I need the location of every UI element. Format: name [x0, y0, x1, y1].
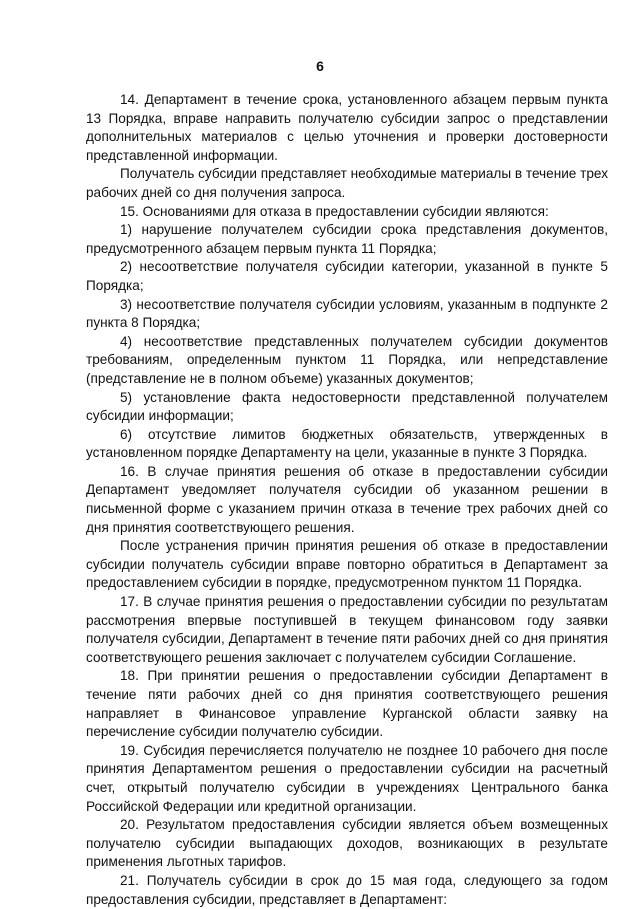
paragraph-15-item-3: 3) несоответствие получателя субсидии условиям, указанным в подпункте 2 пункта 8 Порядка;: [86, 296, 608, 331]
paragraph-18: 18. При принятии решения о предоставлении субсидии Департамент в течение пяти рабочих дней со дня принятия соответствующего решения направляет в Финансовое управление Курганской области заявку на перечисление субсидии получателю субсидии.: [86, 668, 608, 740]
document-body: [86, 91, 608, 909]
paragraph-21: 21. Получатель субсидии в срок до 15 мая года, следующего за годом предоставления субсидии, представляет в Департамент:: [86, 872, 608, 907]
paragraph-14: 14. Департамент в течение срока, установленного абзацем первым пункта 13 Порядка, вправе направить получателю субсидии запрос о представлении дополнительных материалов с целью уточнения и проверки достоверности представленной информации.: [86, 92, 608, 163]
paragraph-15-item-2: 2) несоответствие получателя субсидии категории, указанной в пункте 5 Порядка;: [86, 259, 608, 293]
paragraph-15-item-1: 1) нарушение получателем субсидии срока представления документов, предусмотренного абзацем первым пункта 11 Порядка;: [86, 222, 608, 256]
paragraph-19: 19. Субсидия перечисляется получателю не позднее 10 рабочего дня после принятия Департаментом решения о предоставлении субсидии на расчетный счет, открытый получателю субсидии в учреждениях Центрального банка Российской Федерации или кредитной организации.: [86, 742, 608, 814]
paragraph-14-continuation: Получатель субсидии представляет необходимые материалы в течение трех рабочих дней со дня получения запроса.: [86, 166, 608, 200]
paragraph-16: 16. В случае принятия решения об отказе в предоставлении субсидии Департамент уведомляет получателя субсидии об указанном решении в письменной форме с указанием причин отказа в течение трех рабочих дней со дня принятия соответствующего решения.: [86, 463, 608, 535]
page-number: 6: [316, 58, 324, 74]
paragraph-15-item-6: 6) отсутствие лимитов бюджетных обязательств, утвержденных в установленном порядке Департаменту на цели, указанные в пункте 3 Порядка.: [86, 426, 608, 461]
paragraph-16-continuation: После устранения причин принятия решения об отказе в предоставлении субсидии получатель субсидии вправе повторно обратиться в Департамент за предоставлением субсидии в порядке, предусмотренном пунктом 11 Порядка.: [86, 538, 608, 591]
paragraph-15-item-5: 5) установление факта недостоверности представленной получателем субсидии информации;: [86, 389, 608, 424]
paragraph-20: 20. Результатом предоставления субсидии является объем возмещенных получателю субсидии выпадающих доходов, возникающих в результате применения льготных тарифов.: [86, 817, 608, 870]
paragraph-17: 17. В случае принятия решения о предоставлении субсидии по результатам рассмотрения впервые поступившей в текущем финансовом году заявки получателя субсидии, Департамент в течение пяти рабочих дней со дня принятия соответствующего решения заключает с получателем субсидии Соглашение.: [86, 594, 608, 665]
paragraph-15: 15. Основаниями для отказа в предоставлении субсидии являются:: [120, 203, 549, 219]
paragraph-15-item-4: 4) несоответствие представленных получателем субсидии документов требованиям, определенным пунктом 11 Порядка, или непредставление (представление не в полном объеме) указанных документов;: [86, 333, 608, 386]
